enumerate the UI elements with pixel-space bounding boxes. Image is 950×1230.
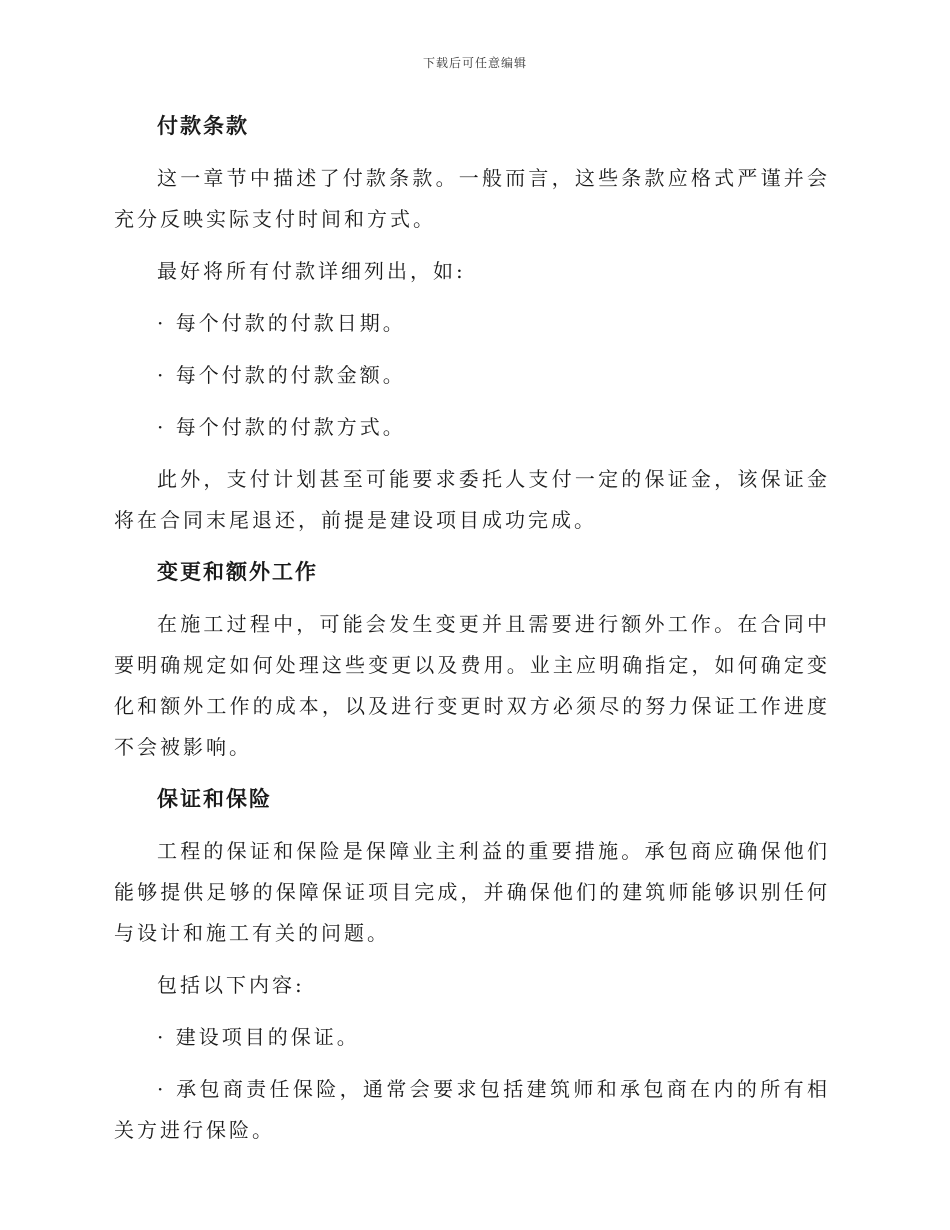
list-item: · 每个付款的付款日期。 — [157, 311, 406, 335]
paragraph: 最好将所有付款详细列出，如: — [157, 259, 466, 283]
section-heading-guarantee-insurance: 保证和保险 — [157, 786, 272, 811]
paragraph: 这一章节中描述了付款条款。一般而言，这些条款应格式严谨并会充分反映实际支付时间和方式。 — [114, 166, 830, 231]
list-item: · 每个付款的付款方式。 — [157, 415, 406, 439]
list-item: · 每个付款的付款金额。 — [157, 363, 406, 387]
paragraph: 工程的保证和保险是保障业主利益的重要措施。承包商应确保他们能够提供足够的保障保证项目完成，并确保他们的建筑师能够识别任何与设计和施工有关的问题。 — [114, 839, 830, 945]
section-heading-changes-extra-work: 变更和额外工作 — [157, 559, 318, 584]
paragraph: 在施工过程中，可能会发生变更并且需要进行额外工作。在合同中要明确规定如何处理这些变更以及费用。业主应明确指定，如何确定变化和额外工作的成本，以及进行变更时双方必须尽的努力保证工作进度不会被影响。 — [114, 612, 830, 759]
paragraph: 包括以下内容: — [157, 973, 305, 997]
section-heading-payment-terms: 付款条款 — [157, 113, 249, 138]
list-item: · 建设项目的保证。 — [157, 1025, 360, 1049]
header-note: 下载后可任意编辑 — [422, 56, 527, 70]
paragraph: 此外，支付计划甚至可能要求委托人支付一定的保证金，该保证金将在合同末尾退还，前提是建设项目成功完成。 — [114, 467, 830, 532]
document-body — [114, 106, 830, 1162]
list-item: · 承包商责任保险，通常会要求包括建筑师和承包商在内的所有相关方进行保险。 — [114, 1077, 830, 1142]
